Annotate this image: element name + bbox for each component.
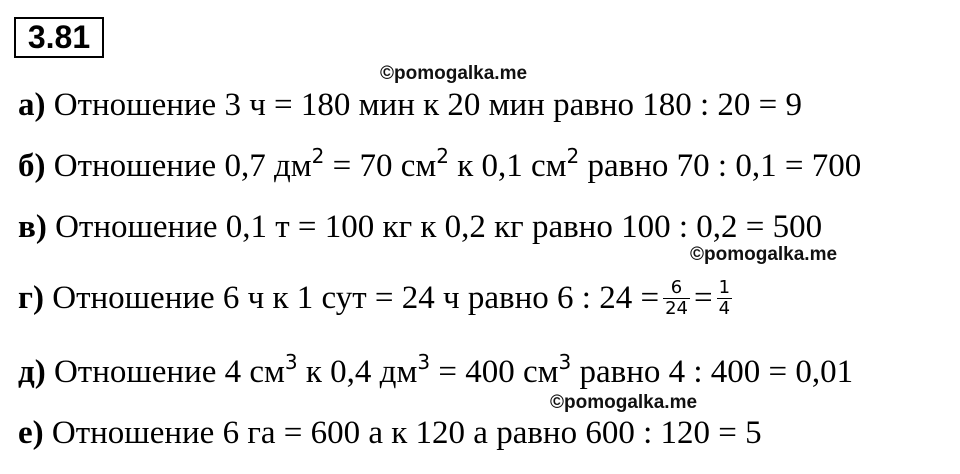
item-text: равно 70 : 0,1 = 700: [579, 148, 862, 184]
exponent: 3: [417, 350, 431, 374]
watermark: ©pomogalka.me: [690, 244, 838, 265]
item-label: б): [18, 148, 46, 184]
item-text: Отношение 6 га = 600 а к 120 а равно 600 : 120 = 5: [43, 415, 762, 451]
solution-line-g: [18, 278, 736, 321]
problem-number: 3.81: [14, 17, 104, 58]
item-text: Отношение 0,7 дм: [45, 148, 312, 184]
item-text: Отношение 3 ч = 180 мин к 20 мин равно 180 : 20 = 9: [45, 87, 803, 123]
item-text: Отношение 4 см: [45, 354, 285, 390]
solution-line-d: [18, 352, 853, 392]
solution-line-v: [18, 207, 822, 247]
fraction-numerator: 1: [718, 276, 731, 298]
fraction-numerator: 6: [663, 278, 690, 299]
exponent: 2: [311, 144, 325, 168]
fraction-denominator: 24: [665, 297, 688, 319]
item-text: к 0,1 см: [448, 148, 567, 184]
watermark: ©pomogalka.me: [550, 392, 698, 413]
exponent: 3: [284, 350, 298, 374]
item-text: к 0,4 дм: [297, 354, 418, 390]
fraction: [717, 278, 732, 319]
item-label: г): [18, 280, 44, 316]
item-text: Отношение 6 ч к 1 сут = 24 ч равно 6 : 24 =: [43, 280, 660, 316]
item-text: = 400 см: [430, 354, 559, 390]
watermark: ©pomogalka.me: [380, 63, 528, 84]
item-label: а): [18, 87, 46, 123]
exponent: 2: [566, 144, 580, 168]
solution-line-e: [18, 413, 762, 453]
item-label: в): [18, 209, 47, 245]
item-text: = 70 см: [324, 148, 437, 184]
exponent: 2: [436, 144, 449, 168]
item-text: Отношение 0,1 т = 100 кг к 0,2 кг равно 100 : 0,2 = 500: [46, 209, 823, 245]
exponent: 3: [558, 350, 572, 374]
item-label: д): [18, 354, 46, 390]
solution-line-a: [18, 85, 802, 125]
item-text: равно 4 : 400 = 0,01: [571, 354, 854, 390]
equals-sign: =: [693, 280, 713, 316]
solution-line-b: [18, 146, 861, 186]
item-label: е): [18, 415, 44, 451]
fraction-denominator: 4: [718, 297, 731, 319]
fraction: [663, 278, 690, 319]
